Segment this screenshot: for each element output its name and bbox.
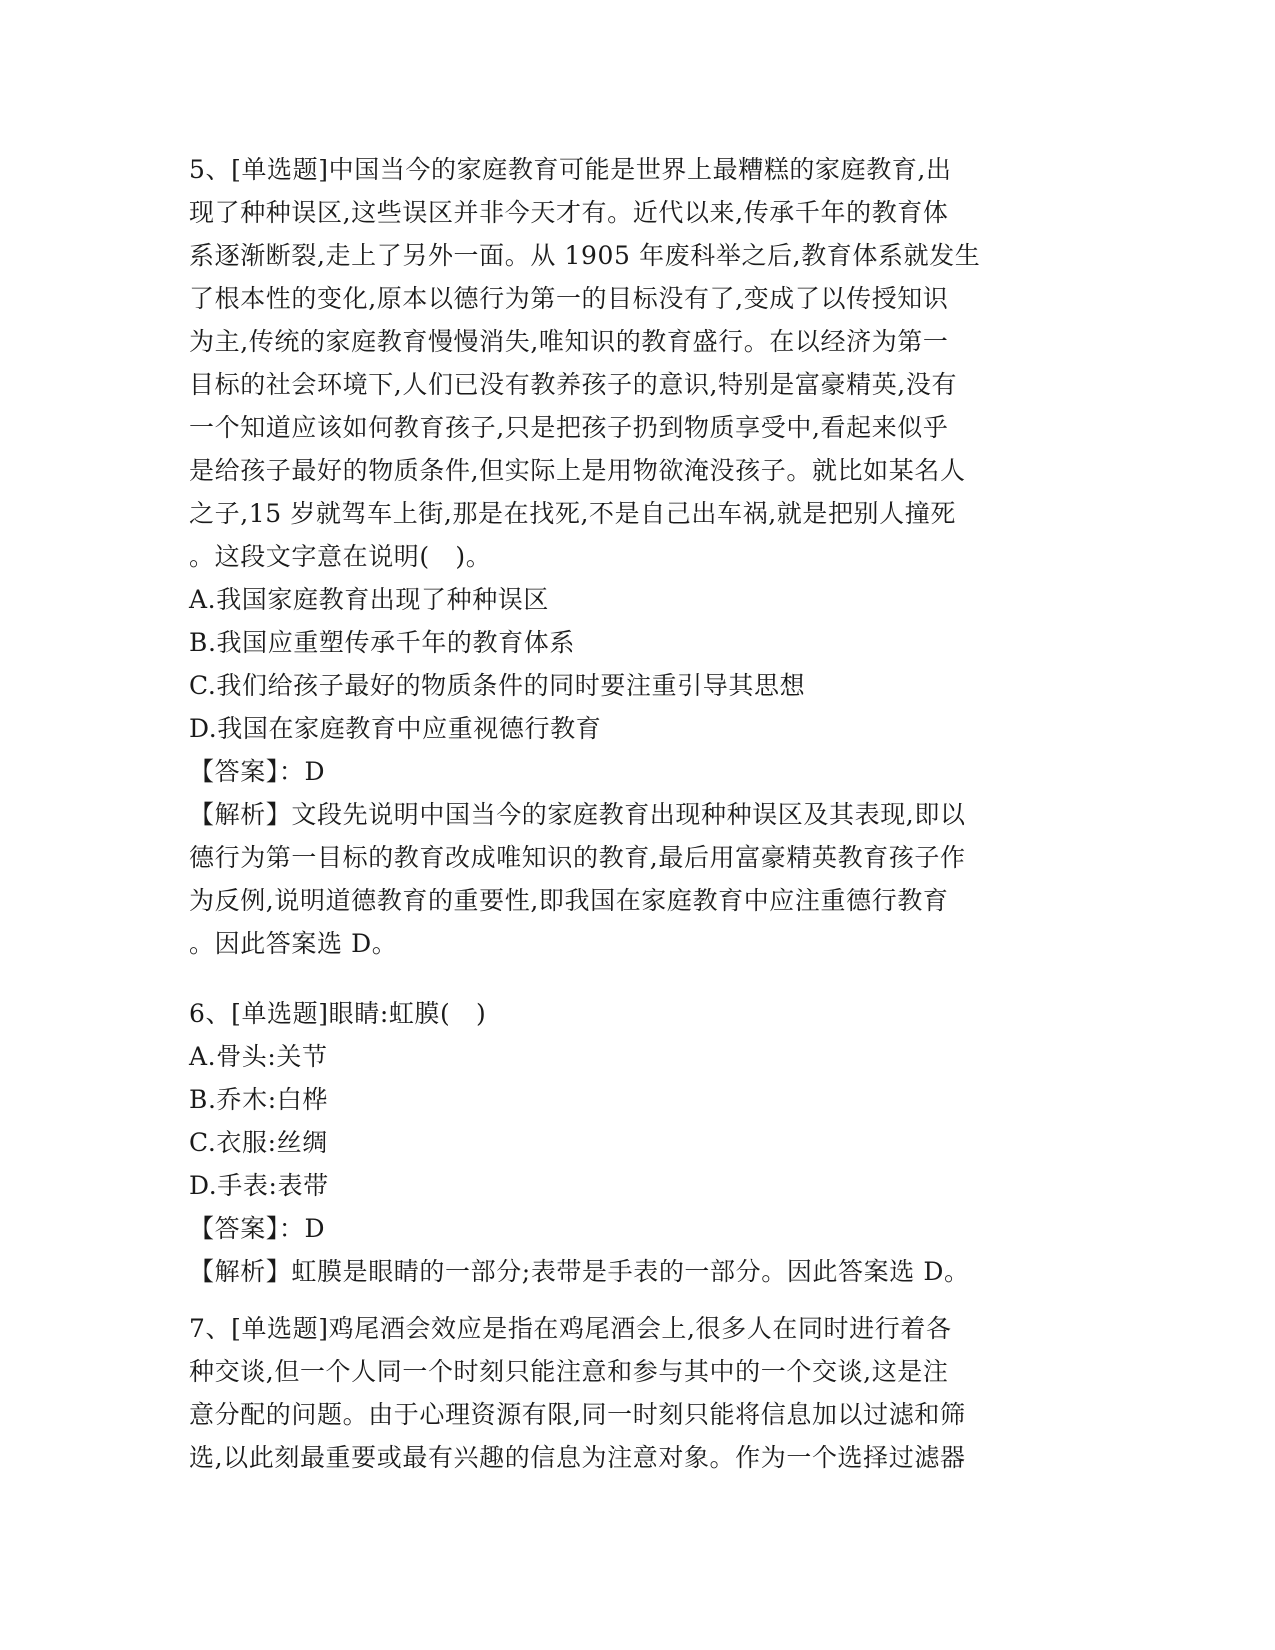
- option-d: D.我国在家庭教育中应重视德行教育: [189, 714, 602, 743]
- option-c: C.衣服:丝绸: [189, 1128, 328, 1157]
- question-stem-line: 7、[单选题]鸡尾酒会效应是指在鸡尾酒会上,很多人在同时进行着各: [189, 1314, 952, 1343]
- question-stem-line: 是给孩子最好的物质条件,但实际上是用物欲淹没孩子。就比如某名人: [189, 456, 966, 485]
- question-stem-line: 之子,15 岁就驾车上街,那是在找死,不是自己出车祸,就是把别人撞死: [189, 499, 956, 528]
- answer-line: 【答案】：D: [189, 757, 326, 786]
- question-stem-line: 选,以此刻最重要或最有兴趣的信息为注意对象。作为一个选择过滤器: [189, 1443, 966, 1472]
- question-7: [189, 1307, 1089, 1479]
- option-b: B.乔木:白桦: [189, 1085, 328, 1114]
- question-stem-line: 一个知道应该如何教育孩子,只是把孩子扔到物质享受中,看起来似乎: [189, 413, 949, 442]
- question-stem-line: 目标的社会环境下,人们已没有教养孩子的意识,特别是富豪精英,没有: [189, 370, 958, 399]
- analysis-line: 【解析】文段先说明中国当今的家庭教育出现种种误区及其表现,即以: [189, 800, 966, 829]
- option-b: B.我国应重塑传承千年的教育体系: [189, 628, 575, 657]
- question-stem-line: 种交谈,但一个人同一个时刻只能注意和参与其中的一个交谈,这是注: [189, 1357, 949, 1386]
- option-a: A.我国家庭教育出现了种种误区: [189, 585, 550, 614]
- answer-line: 【答案】：D: [189, 1214, 326, 1243]
- option-a: A.骨头:关节: [189, 1042, 328, 1071]
- analysis-line: 【解析】虹膜是眼睛的一部分;表带是手表的一部分。因此答案选 D。: [189, 1257, 970, 1286]
- analysis-line: 为反例,说明道德教育的重要性,即我国在家庭教育中应注重德行教育: [189, 886, 949, 915]
- question-stem-line: 意分配的问题。由于心理资源有限,同一时刻只能将信息加以过滤和筛: [189, 1400, 966, 1429]
- question-6: [189, 992, 1089, 1293]
- question-stem-line: 6、[单选题]眼睛:虹膜( ): [189, 999, 487, 1028]
- analysis-line: 。因此答案选 D。: [189, 929, 398, 958]
- analysis-line: 德行为第一目标的教育改成唯知识的教育,最后用富豪精英教育孩子作: [189, 843, 966, 872]
- question-stem-line: 了根本性的变化,原本以德行为第一的目标没有了,变成了以传授知识: [189, 284, 949, 313]
- question-5: [189, 148, 1089, 965]
- question-stem-line: 现了种种误区,这些误区并非今天才有。近代以来,传承千年的教育体: [189, 198, 949, 227]
- question-stem-line: 为主,传统的家庭教育慢慢消失,唯知识的教育盛行。在以经济为第一: [189, 327, 949, 356]
- question-stem-line: 5、[单选题]中国当今的家庭教育可能是世界上最糟糕的家庭教育,出: [189, 155, 952, 184]
- question-stem-line: 。这段文字意在说明( )。: [189, 542, 492, 571]
- option-c: C.我们给孩子最好的物质条件的同时要注重引导其思想: [189, 671, 806, 700]
- question-stem-line: 系逐渐断裂,走上了另外一面。从 1905 年废科举之后,教育体系就发生: [189, 241, 981, 270]
- option-d: D.手表:表带: [189, 1171, 329, 1200]
